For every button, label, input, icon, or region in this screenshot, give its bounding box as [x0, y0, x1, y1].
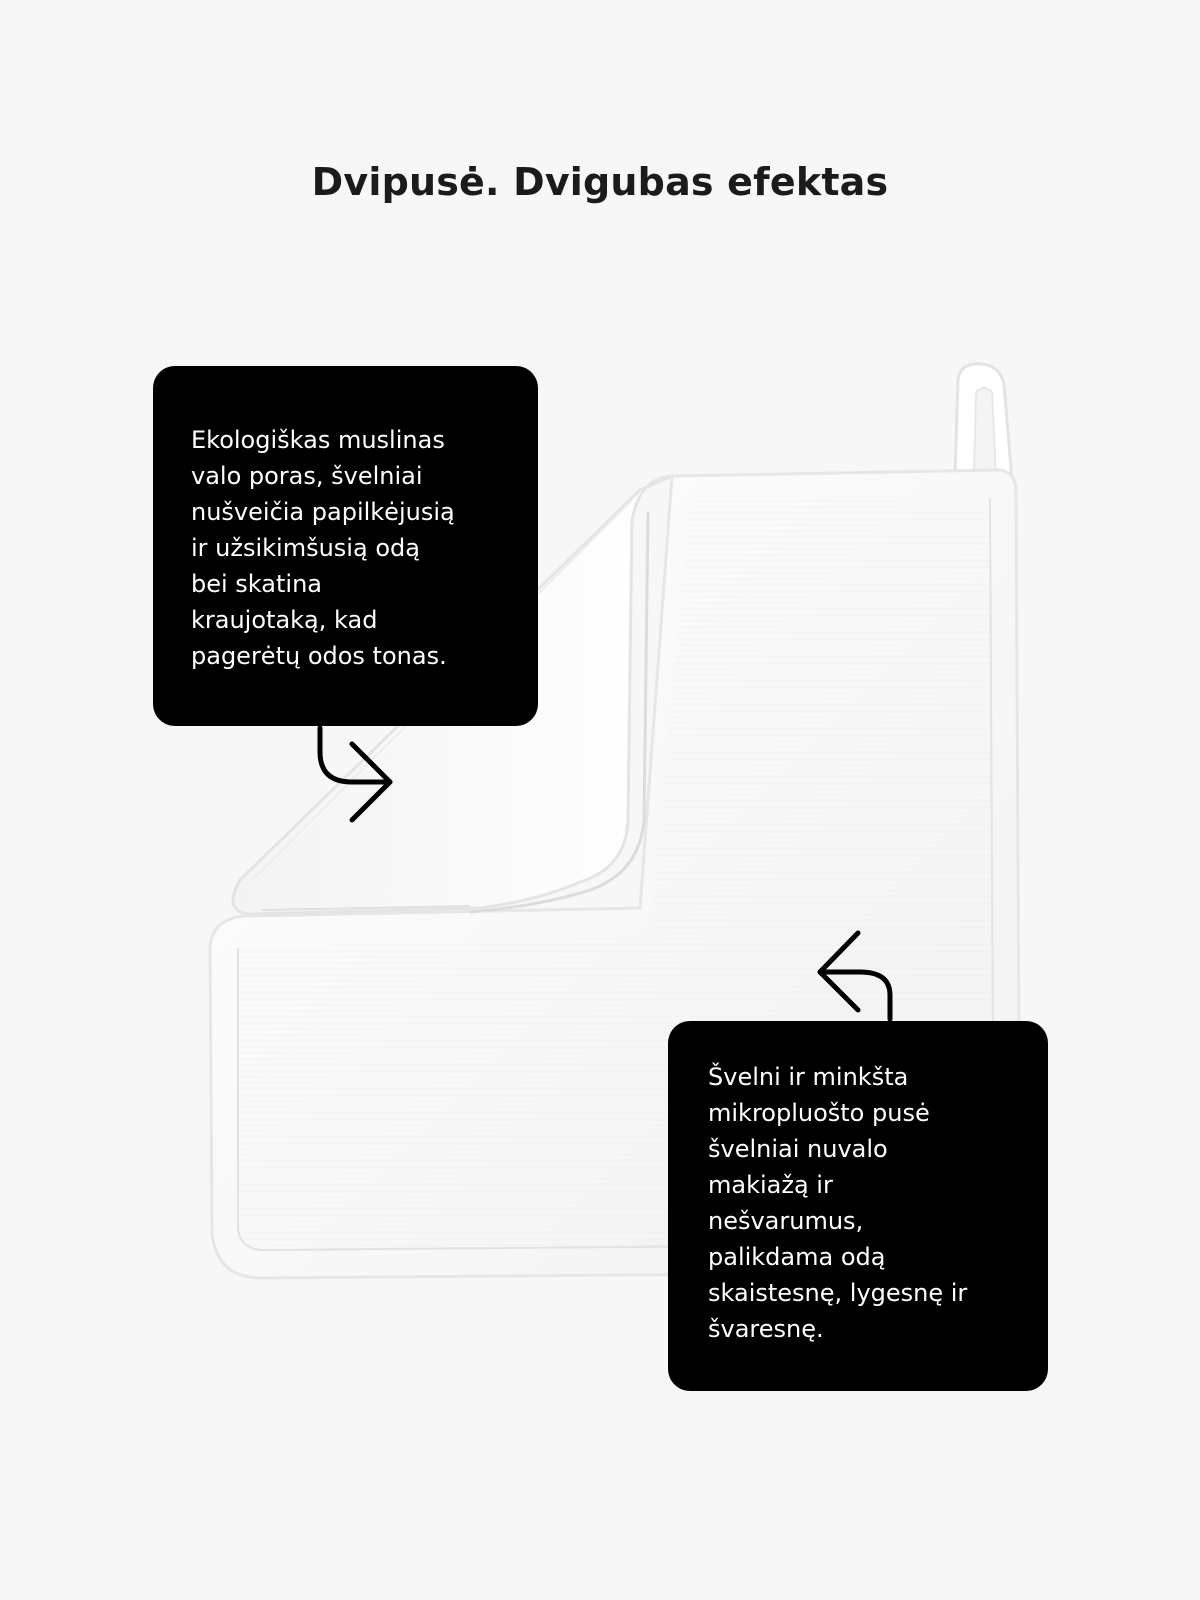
callout-microfiber: Švelni ir minkšta mikropluošto pusė švelniai nuvalo makiažą ir nešvarumus, palikdama odą skaistesnę, lygesnę ir švaresnę. [668, 1021, 1048, 1391]
page-title: Dvipusė. Dvigubas efektas [311, 160, 889, 204]
callout-muslin: Ekologiškas muslinas valo poras, švelniai nušveičia papilkėjusią ir užsikimšusią odą bei skatina kraujotaką, kad pagerėtų odos tonas. [153, 366, 538, 726]
